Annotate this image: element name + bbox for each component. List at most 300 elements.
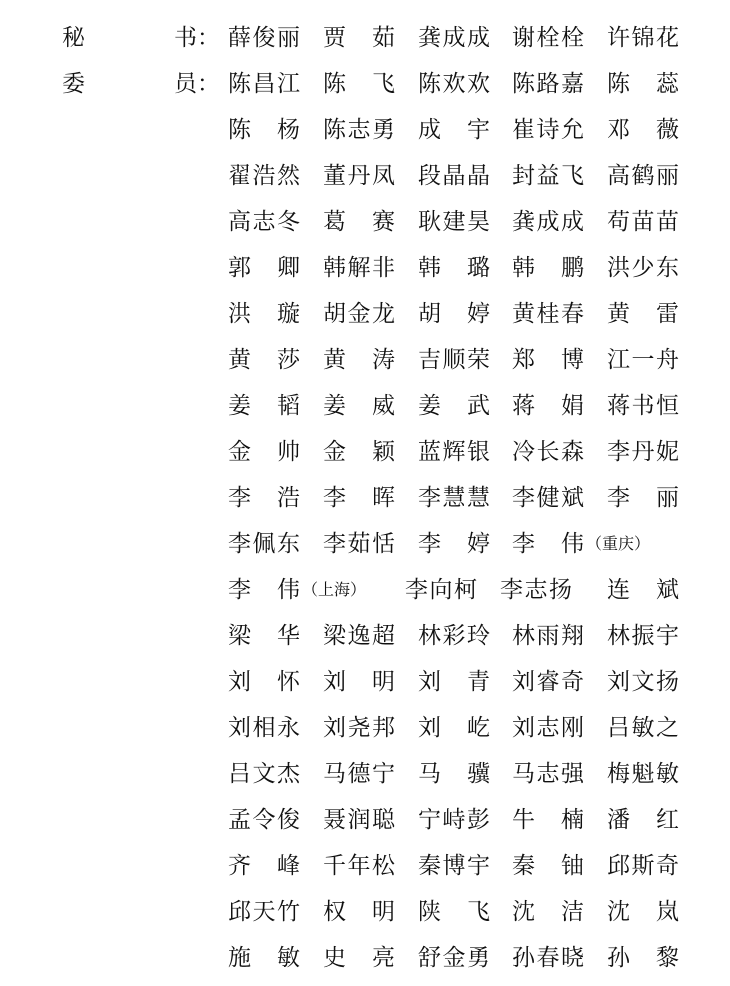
name-char: 胡	[418, 301, 441, 327]
name-char: 黄	[607, 301, 630, 327]
name-char: 宁	[418, 807, 441, 833]
name-char: 刘	[512, 715, 535, 741]
name-char: 吕	[228, 761, 251, 787]
member-name	[228, 618, 300, 654]
name-char: 韩	[512, 255, 535, 281]
name-char: 俊	[252, 25, 276, 51]
member-name	[418, 434, 490, 470]
name-char: 金	[323, 439, 346, 465]
name-char: 年	[347, 853, 371, 879]
member-name	[228, 204, 300, 240]
name-char: 丽	[656, 163, 679, 189]
name-char: 薛	[228, 25, 251, 51]
member-name	[418, 664, 490, 700]
name-char: 齐	[228, 853, 251, 879]
name-char: 扬	[549, 577, 572, 603]
name-char: 洪	[228, 301, 251, 327]
name-char: 青	[467, 669, 490, 695]
name-char: 志	[347, 117, 371, 143]
name-char: 志	[536, 715, 560, 741]
name-char: 宇	[656, 623, 679, 649]
member-name	[607, 710, 679, 746]
name-char: 李	[512, 485, 535, 511]
member-name	[323, 894, 395, 930]
name-char: 岚	[656, 899, 679, 925]
name-char: 欢	[442, 71, 466, 97]
member-row	[0, 894, 730, 940]
name-char: 李	[418, 485, 441, 511]
section-label: 委 员：	[62, 71, 220, 97]
name-char: 恬	[372, 531, 395, 557]
name-char: 施	[228, 945, 251, 971]
name-char: 邱	[607, 853, 630, 879]
name-char: 强	[561, 761, 584, 787]
name-char: 吕	[607, 715, 630, 741]
name-char: 秦	[512, 853, 535, 879]
member-name	[323, 664, 395, 700]
name-char: 花	[656, 25, 679, 51]
member-name	[607, 434, 679, 470]
name-char: 牛	[512, 807, 535, 833]
name-char: 荣	[467, 347, 490, 373]
name-char: 长	[536, 439, 560, 465]
name-char: 谢	[512, 25, 535, 51]
member-name	[323, 802, 395, 838]
name-char: 刘	[323, 715, 346, 741]
name-char: 雨	[536, 623, 560, 649]
member-name	[418, 296, 490, 332]
member-row	[0, 388, 730, 434]
member-name	[228, 480, 300, 516]
name-char: 马	[418, 761, 441, 787]
name-char: 崔	[512, 117, 535, 143]
name-char: 玲	[467, 623, 490, 649]
member-name	[228, 250, 300, 286]
member-name	[512, 20, 584, 56]
member-name	[323, 204, 395, 240]
name-char: 雷	[656, 301, 679, 327]
name-char: 武	[467, 393, 490, 419]
name-char: 龚	[512, 209, 535, 235]
member-name	[512, 296, 584, 332]
name-char: 魁	[631, 761, 655, 787]
member-name	[323, 940, 395, 976]
member-name	[512, 526, 650, 562]
name-char: 封	[512, 163, 535, 189]
member-name	[607, 342, 679, 378]
member-row	[0, 664, 730, 710]
name-char: 沈	[512, 899, 535, 925]
name-char: 陈	[228, 71, 251, 97]
name-char: 陈	[323, 71, 346, 97]
name-char: 诗	[536, 117, 560, 143]
name-char: 敏	[656, 761, 679, 787]
name-char: 威	[372, 393, 395, 419]
name-char: 森	[561, 439, 584, 465]
member-row	[0, 618, 730, 664]
name-char: 金	[228, 439, 251, 465]
name-char: 丽	[656, 485, 679, 511]
name-char: 博	[442, 853, 466, 879]
member-name	[323, 618, 395, 654]
member-name	[607, 848, 679, 884]
name-char: 春	[536, 945, 560, 971]
name-char: 刘	[228, 669, 251, 695]
name-char: 一	[631, 347, 655, 373]
name-char: 逸	[347, 623, 371, 649]
name-char: 丹	[631, 439, 655, 465]
member-name	[228, 894, 300, 930]
name-char: 浩	[252, 163, 276, 189]
member-name	[607, 618, 679, 654]
member-row	[0, 848, 730, 894]
name-char: 舒	[418, 945, 441, 971]
member-row	[0, 480, 730, 526]
name-char: 刘	[418, 669, 441, 695]
name-char: 刘	[512, 669, 535, 695]
name-char: 成	[467, 25, 490, 51]
member-name	[607, 388, 679, 424]
name-char: 博	[561, 347, 584, 373]
name-char: 孙	[607, 945, 630, 971]
member-name	[323, 158, 395, 194]
name-char: 李	[512, 531, 535, 557]
member-name	[512, 710, 584, 746]
name-char: 蒋	[512, 393, 535, 419]
member-name	[418, 112, 490, 148]
member-name	[418, 204, 490, 240]
name-char: 明	[372, 669, 395, 695]
member-name	[323, 66, 395, 102]
name-char: 贾	[323, 25, 346, 51]
name-char: 聪	[372, 807, 395, 833]
name-char: 陈	[418, 71, 441, 97]
member-name	[405, 572, 477, 608]
name-char: 向	[429, 577, 453, 603]
name-char: 辉	[442, 439, 466, 465]
member-name	[228, 158, 300, 194]
member-name	[228, 342, 300, 378]
name-char: 屹	[467, 715, 490, 741]
name-char: 陈	[512, 71, 535, 97]
name-char: 超	[372, 623, 395, 649]
member-name	[418, 848, 490, 884]
name-char: 李	[418, 531, 441, 557]
member-name	[607, 480, 679, 516]
name-char: 宇	[467, 853, 490, 879]
name-char: 孙	[512, 945, 535, 971]
member-name	[323, 296, 395, 332]
member-name	[323, 250, 395, 286]
name-char: 桂	[536, 301, 560, 327]
name-char: 佩	[252, 531, 276, 557]
member-name	[228, 664, 300, 700]
name-char: 洁	[561, 899, 584, 925]
name-char: 志	[536, 761, 560, 787]
member-name	[418, 158, 490, 194]
name-char: 陈	[607, 71, 630, 97]
name-char: 栓	[561, 25, 584, 51]
name-char: 翟	[228, 163, 251, 189]
name-char: 聂	[323, 807, 346, 833]
member-name	[418, 342, 490, 378]
name-char: 连	[607, 577, 630, 603]
member-name	[228, 112, 300, 148]
member-name	[512, 342, 584, 378]
member-name	[323, 388, 395, 424]
name-char: 李	[405, 577, 428, 603]
name-char: 锦	[631, 25, 655, 51]
name-char: 银	[467, 439, 490, 465]
name-char: 帅	[277, 439, 300, 465]
name-char: 杨	[277, 117, 300, 143]
name-char: 秦	[418, 853, 441, 879]
name-char: 陈	[228, 117, 251, 143]
name-char: 昌	[252, 71, 276, 97]
name-char: 成	[561, 209, 584, 235]
name-char: 晶	[442, 163, 466, 189]
member-name	[512, 664, 584, 700]
member-name	[512, 480, 584, 516]
section-label: 秘 书：	[62, 25, 220, 51]
name-char: 文	[252, 761, 276, 787]
name-char: 敏	[277, 945, 300, 971]
name-char: 勇	[372, 117, 395, 143]
name-char: 欢	[467, 71, 490, 97]
member-name	[418, 802, 490, 838]
member-name	[607, 802, 679, 838]
member-name	[607, 250, 679, 286]
name-char: 栓	[536, 25, 560, 51]
name-char: 成	[442, 25, 466, 51]
name-char: 俊	[277, 807, 300, 833]
member-name	[512, 756, 584, 792]
member-name	[323, 112, 395, 148]
member-name	[323, 480, 395, 516]
member-name	[228, 572, 366, 608]
name-char: 高	[607, 163, 630, 189]
name-char: 董	[323, 163, 346, 189]
name-char: 红	[656, 807, 679, 833]
name-char: 伟	[277, 577, 300, 603]
member-name	[512, 940, 584, 976]
name-char: 赛	[372, 209, 395, 235]
name-char: 明	[372, 899, 395, 925]
member-name	[418, 250, 490, 286]
name-char: 黎	[656, 945, 679, 971]
member-name	[323, 710, 395, 746]
member-location-note: （上海）	[302, 580, 367, 599]
member-row	[0, 434, 730, 480]
member-name	[607, 66, 679, 102]
name-char: 刘	[323, 669, 346, 695]
name-char: 金	[442, 945, 466, 971]
name-char: 胡	[323, 301, 346, 327]
member-row	[0, 20, 730, 66]
name-char: 晓	[561, 945, 584, 971]
name-char: 东	[656, 255, 679, 281]
member-name	[228, 434, 300, 470]
name-char: 柯	[454, 577, 477, 603]
name-char: 冷	[512, 439, 535, 465]
name-char: 飞	[561, 163, 584, 189]
name-char: 志	[252, 209, 276, 235]
name-char: 之	[656, 715, 679, 741]
name-char: 韩	[323, 255, 346, 281]
member-row	[0, 296, 730, 342]
member-name	[418, 894, 490, 930]
member-name	[512, 848, 584, 884]
name-char: 李	[228, 577, 251, 603]
member-location-note: （重庆）	[586, 534, 651, 553]
member-name	[607, 20, 679, 56]
name-char: 许	[607, 25, 630, 51]
member-name	[228, 20, 300, 56]
name-char: 浩	[277, 485, 300, 511]
member-name	[228, 802, 300, 838]
member-name	[607, 204, 679, 240]
name-char: 少	[631, 255, 655, 281]
name-char: 晶	[467, 163, 490, 189]
name-char: 松	[372, 853, 395, 879]
name-char: 然	[277, 163, 300, 189]
member-name	[228, 940, 300, 976]
name-char: 沈	[607, 899, 630, 925]
name-char: 龚	[418, 25, 441, 51]
name-char: 冬	[277, 209, 300, 235]
name-char: 卿	[277, 255, 300, 281]
name-char: 刘	[418, 715, 441, 741]
name-char: 德	[347, 761, 371, 787]
name-char: 飞	[372, 71, 395, 97]
member-name	[512, 112, 584, 148]
member-name	[607, 296, 679, 332]
member-name	[228, 756, 300, 792]
name-char: 成	[536, 209, 560, 235]
name-char: 黄	[228, 347, 251, 373]
member-row	[0, 66, 730, 112]
member-name	[228, 66, 300, 102]
member-name	[512, 618, 584, 654]
name-char: 莎	[277, 347, 300, 373]
name-char: 东	[277, 531, 300, 557]
name-char: 洪	[607, 255, 630, 281]
name-char: 慧	[442, 485, 466, 511]
name-char: 伟	[561, 531, 584, 557]
name-char: 李	[607, 439, 630, 465]
member-row	[0, 526, 730, 572]
member-name	[418, 526, 490, 562]
name-char: 涛	[372, 347, 395, 373]
name-char: 娟	[561, 393, 584, 419]
name-char: 凤	[372, 163, 395, 189]
name-char: 林	[512, 623, 535, 649]
name-char: 成	[418, 117, 441, 143]
name-char: 梁	[228, 623, 251, 649]
member-row	[0, 940, 730, 986]
name-char: 峙	[442, 807, 466, 833]
name-char: 梅	[607, 761, 630, 787]
name-char: 耿	[418, 209, 441, 235]
name-char: 相	[252, 715, 276, 741]
name-char: 璇	[277, 301, 300, 327]
member-name	[418, 66, 490, 102]
name-char: 潘	[607, 807, 630, 833]
member-row	[0, 342, 730, 388]
name-char: 敏	[631, 715, 655, 741]
name-char: 斯	[631, 853, 655, 879]
name-char: 李	[228, 531, 251, 557]
name-char: 楠	[561, 807, 584, 833]
name-char: 姜	[418, 393, 441, 419]
name-char: 茹	[372, 25, 395, 51]
name-char: 斌	[656, 577, 679, 603]
name-char: 李	[323, 531, 346, 557]
member-row	[0, 572, 730, 618]
name-char: 孟	[228, 807, 251, 833]
name-char: 奇	[656, 853, 679, 879]
name-char: 蓝	[418, 439, 441, 465]
member-name	[228, 710, 300, 746]
name-char: 文	[631, 669, 655, 695]
name-char: 路	[536, 71, 560, 97]
name-char: 解	[347, 255, 371, 281]
name-char: 华	[277, 623, 300, 649]
name-char: 春	[561, 301, 584, 327]
name-char: 睿	[536, 669, 560, 695]
member-name	[512, 158, 584, 194]
member-name	[323, 20, 395, 56]
name-char: 竹	[277, 899, 300, 925]
name-char: 峰	[277, 853, 300, 879]
name-char: 翔	[561, 623, 584, 649]
name-char: 韬	[277, 393, 300, 419]
name-char: 舟	[656, 347, 679, 373]
name-char: 葛	[323, 209, 346, 235]
member-name	[512, 802, 584, 838]
name-char: 飞	[467, 899, 490, 925]
name-char: 志	[524, 577, 548, 603]
name-char: 宁	[372, 761, 395, 787]
name-char: 姜	[228, 393, 251, 419]
name-char: 郑	[512, 347, 535, 373]
name-char: 江	[277, 71, 300, 97]
name-char: 茹	[347, 531, 371, 557]
name-char: 扬	[656, 669, 679, 695]
name-char: 令	[252, 807, 276, 833]
member-name	[418, 618, 490, 654]
name-char: 姜	[323, 393, 346, 419]
name-char: 婷	[467, 531, 490, 557]
name-char: 金	[347, 301, 371, 327]
name-char: 李	[500, 577, 523, 603]
member-name	[323, 434, 395, 470]
member-name	[500, 572, 572, 608]
name-char: 薇	[656, 117, 679, 143]
name-char: 陕	[418, 899, 441, 925]
member-name	[607, 664, 679, 700]
member-row	[0, 158, 730, 204]
name-char: 马	[512, 761, 535, 787]
member-name	[512, 388, 584, 424]
name-char: 李	[228, 485, 251, 511]
name-char: 韩	[418, 255, 441, 281]
name-char: 非	[372, 255, 395, 281]
member-name	[607, 158, 679, 194]
member-name	[228, 296, 300, 332]
name-char: 宇	[467, 117, 490, 143]
name-char: 慧	[467, 485, 490, 511]
